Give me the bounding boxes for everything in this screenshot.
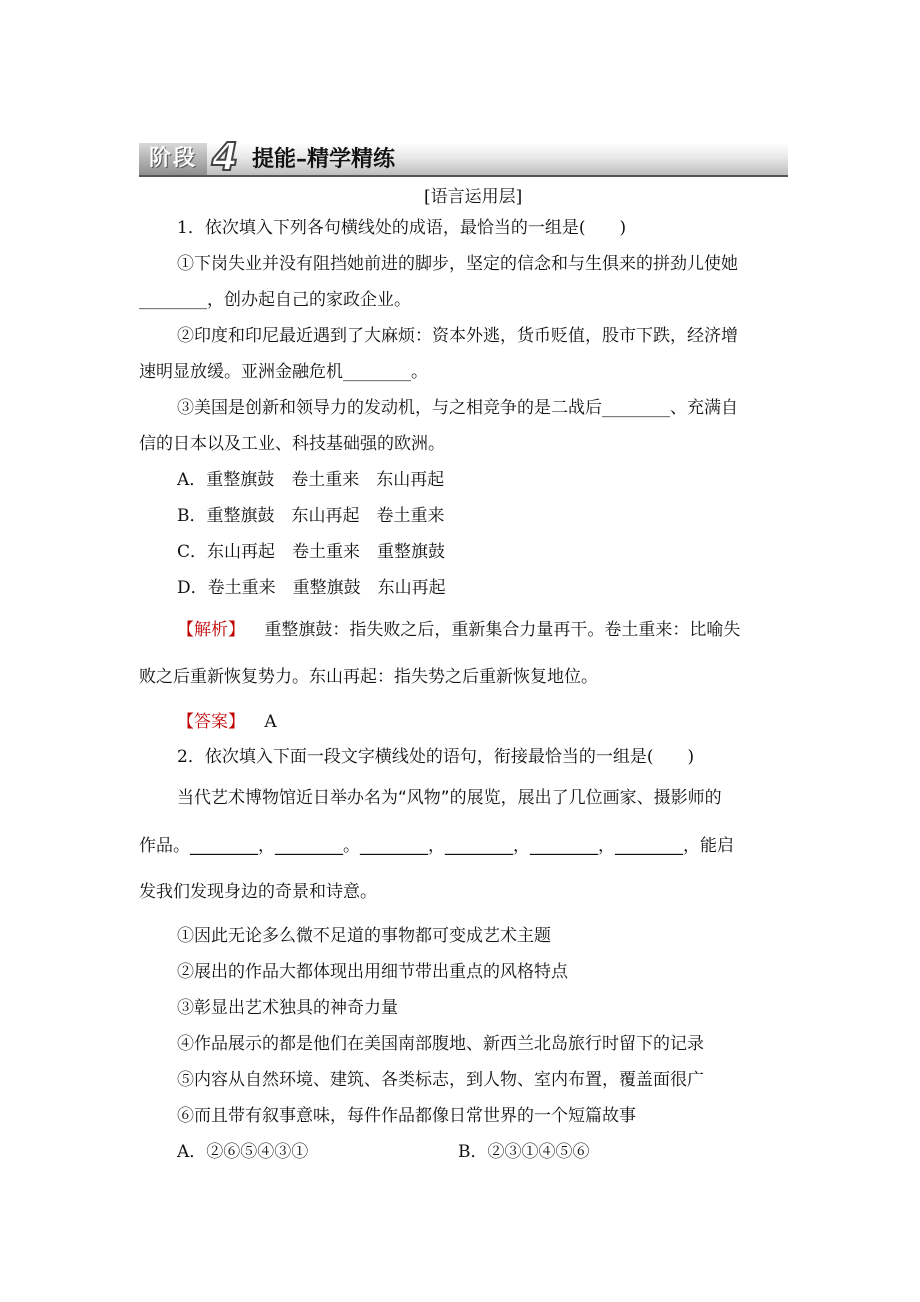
q2-item-4: ④作品展示的都是他们在美国南部腹地、新西兰北岛旅行时留下的记录: [177, 1034, 704, 1054]
q1-option-a: A．重整旗鼓 卷土重来 东山再起: [177, 470, 445, 490]
analysis-tag: 【解析】: [177, 620, 245, 640]
stage-title: 提能–精学精练: [252, 146, 396, 172]
answer-value: A: [264, 712, 277, 732]
q1-answer: [177, 711, 277, 733]
analysis-text: 重整旗鼓：指失败之后，重新集合力量再干。卷土重来：比喻失: [264, 620, 741, 640]
q1-sentence1-line2: ________，创办起自己的家政企业。: [139, 290, 411, 310]
section-label: [语言运用层]: [424, 187, 523, 207]
q2-item-2: ②展出的作品大都体现出用细节带出重点的风格特点: [177, 962, 568, 982]
q2-option-a: A．②⑥⑤④③①: [177, 1142, 309, 1162]
q2-passage-line3: 发我们发现身边的奇景和诗意。: [139, 882, 377, 902]
q2-option-b: B．②③①④⑤⑥: [458, 1142, 590, 1162]
q2-item-1: ①因此无论多么微不足道的事物都可变成艺术主题: [177, 926, 551, 946]
answer-tag: 【答案】: [177, 712, 245, 732]
q1-option-d: D．卷土重来 重整旗鼓 东山再起: [177, 578, 446, 598]
q1-option-b: B．重整旗鼓 东山再起 卷土重来: [177, 506, 445, 526]
q1-sentence2-line2: 速明显放缓。亚洲金融危机________。: [139, 362, 428, 382]
q1-sentence3-line1: ③美国是创新和领导力的发动机，与之相竞争的是二战后________、充满自: [177, 398, 738, 418]
q1-sentence1-line1: ①下岗失业并没有阻挡她前进的脚步，坚定的信念和与生俱来的拼劲儿使她: [177, 254, 738, 274]
q2-item-6: ⑥而且带有叙事意味，每件作品都像日常世界的一个短篇故事: [177, 1106, 636, 1126]
q2-stem: 2．依次填入下面一段文字横线处的语句，衔接最恰当的一组是( ): [177, 747, 695, 767]
q1-option-c: C．东山再起 卷土重来 重整旗鼓: [177, 542, 446, 562]
q1-analysis-line2: 败之后重新恢复势力。东山再起：指失势之后重新恢复地位。: [139, 667, 598, 687]
q1-stem: 1．依次填入下列各句横线处的成语，最恰当的一组是( ): [177, 218, 627, 238]
q2-item-5: ⑤内容从自然环境、建筑、各类标志，到人物、室内布置，覆盖面很广: [177, 1070, 704, 1090]
q1-analysis-line1: [177, 619, 740, 641]
stage-label: 阶段: [139, 143, 207, 175]
q2-passage-line1: 当代艺术博物馆近日举办名为“风物”的展览，展出了几位画家、摄影师的: [177, 788, 722, 808]
q1-sentence3-line2: 信的日本以及工业、科技基础强的欧洲。: [139, 434, 445, 454]
q1-sentence2-line1: ②印度和印尼最近遇到了大麻烦：资本外逃，货币贬值，股市下跌，经济增: [177, 326, 738, 346]
q2-item-3: ③彰显出艺术独具的神奇力量: [177, 998, 398, 1018]
stage-number: 4: [211, 135, 239, 179]
q2-passage-line2: 作品。________，________。________，________，________，________，能启: [139, 836, 734, 856]
